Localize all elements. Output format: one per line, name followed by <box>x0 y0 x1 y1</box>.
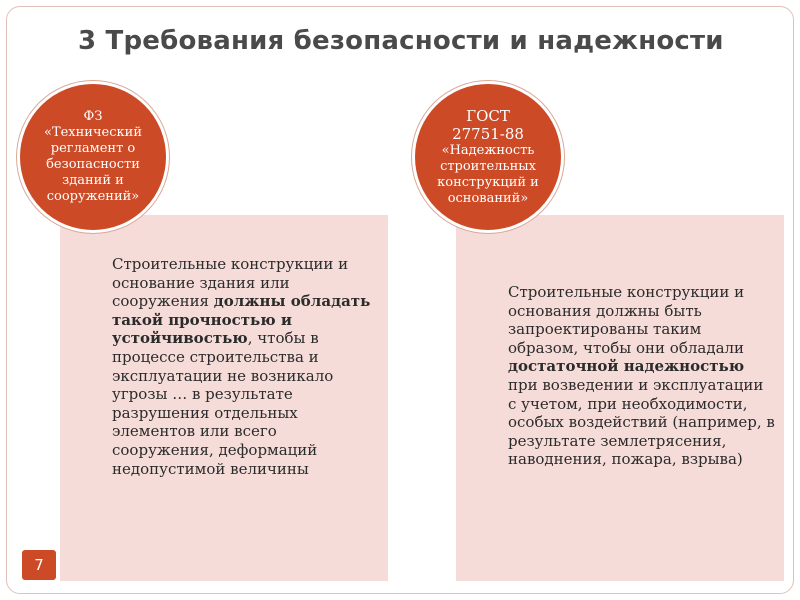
left-circle-line: ФЗ <box>83 109 103 124</box>
right-circle-gost <box>412 81 564 233</box>
body-text: Строительные конструкции и основание здания или сооружения <box>112 255 349 311</box>
right-panel-text <box>508 283 776 469</box>
body-text: , чтобы в процессе строительства и эксплуатации не возникало угрозы … в результате разрушения отдельных элементов или всего сооружения, деформаций недопустимой величины <box>112 329 334 478</box>
emphasized-text: достаточной надежностью <box>508 357 745 376</box>
left-circle-line: регламент о <box>50 141 136 156</box>
left-panel <box>60 215 388 581</box>
right-circle-line: строительных <box>440 159 536 174</box>
page-number-badge: 7 <box>22 550 56 580</box>
left-circle-line: сооружений» <box>46 189 140 204</box>
body-text: при возведении и эксплуатации с учетом, при необходимости, особых воздействий (например, в результате землетрясения, наводнения, пожара, взрыва) <box>508 375 775 469</box>
left-circle-line: безопасности <box>46 157 140 172</box>
left-circle-line: «Технический <box>43 125 142 140</box>
right-circle-line: ГОСТ <box>466 107 510 125</box>
body-text: Строительные конструкции и основания должны быть запроектированы таким образом, чтобы они обладали <box>508 283 745 357</box>
slide-title: 3 Требования безопасности и надежности <box>78 26 724 56</box>
right-panel <box>456 215 784 581</box>
right-circle-line: «Надежность <box>441 143 535 158</box>
right-circle-line: оснований» <box>447 191 529 206</box>
left-circle-line: зданий и <box>62 173 124 188</box>
right-circle-line: конструкций и <box>437 175 539 190</box>
left-panel-text <box>112 255 376 478</box>
left-circle-fz <box>17 81 169 233</box>
emphasized-text: должны обладать такой прочностью и устойчивостью <box>112 292 371 348</box>
right-circle-line: 27751-88 <box>452 125 524 143</box>
